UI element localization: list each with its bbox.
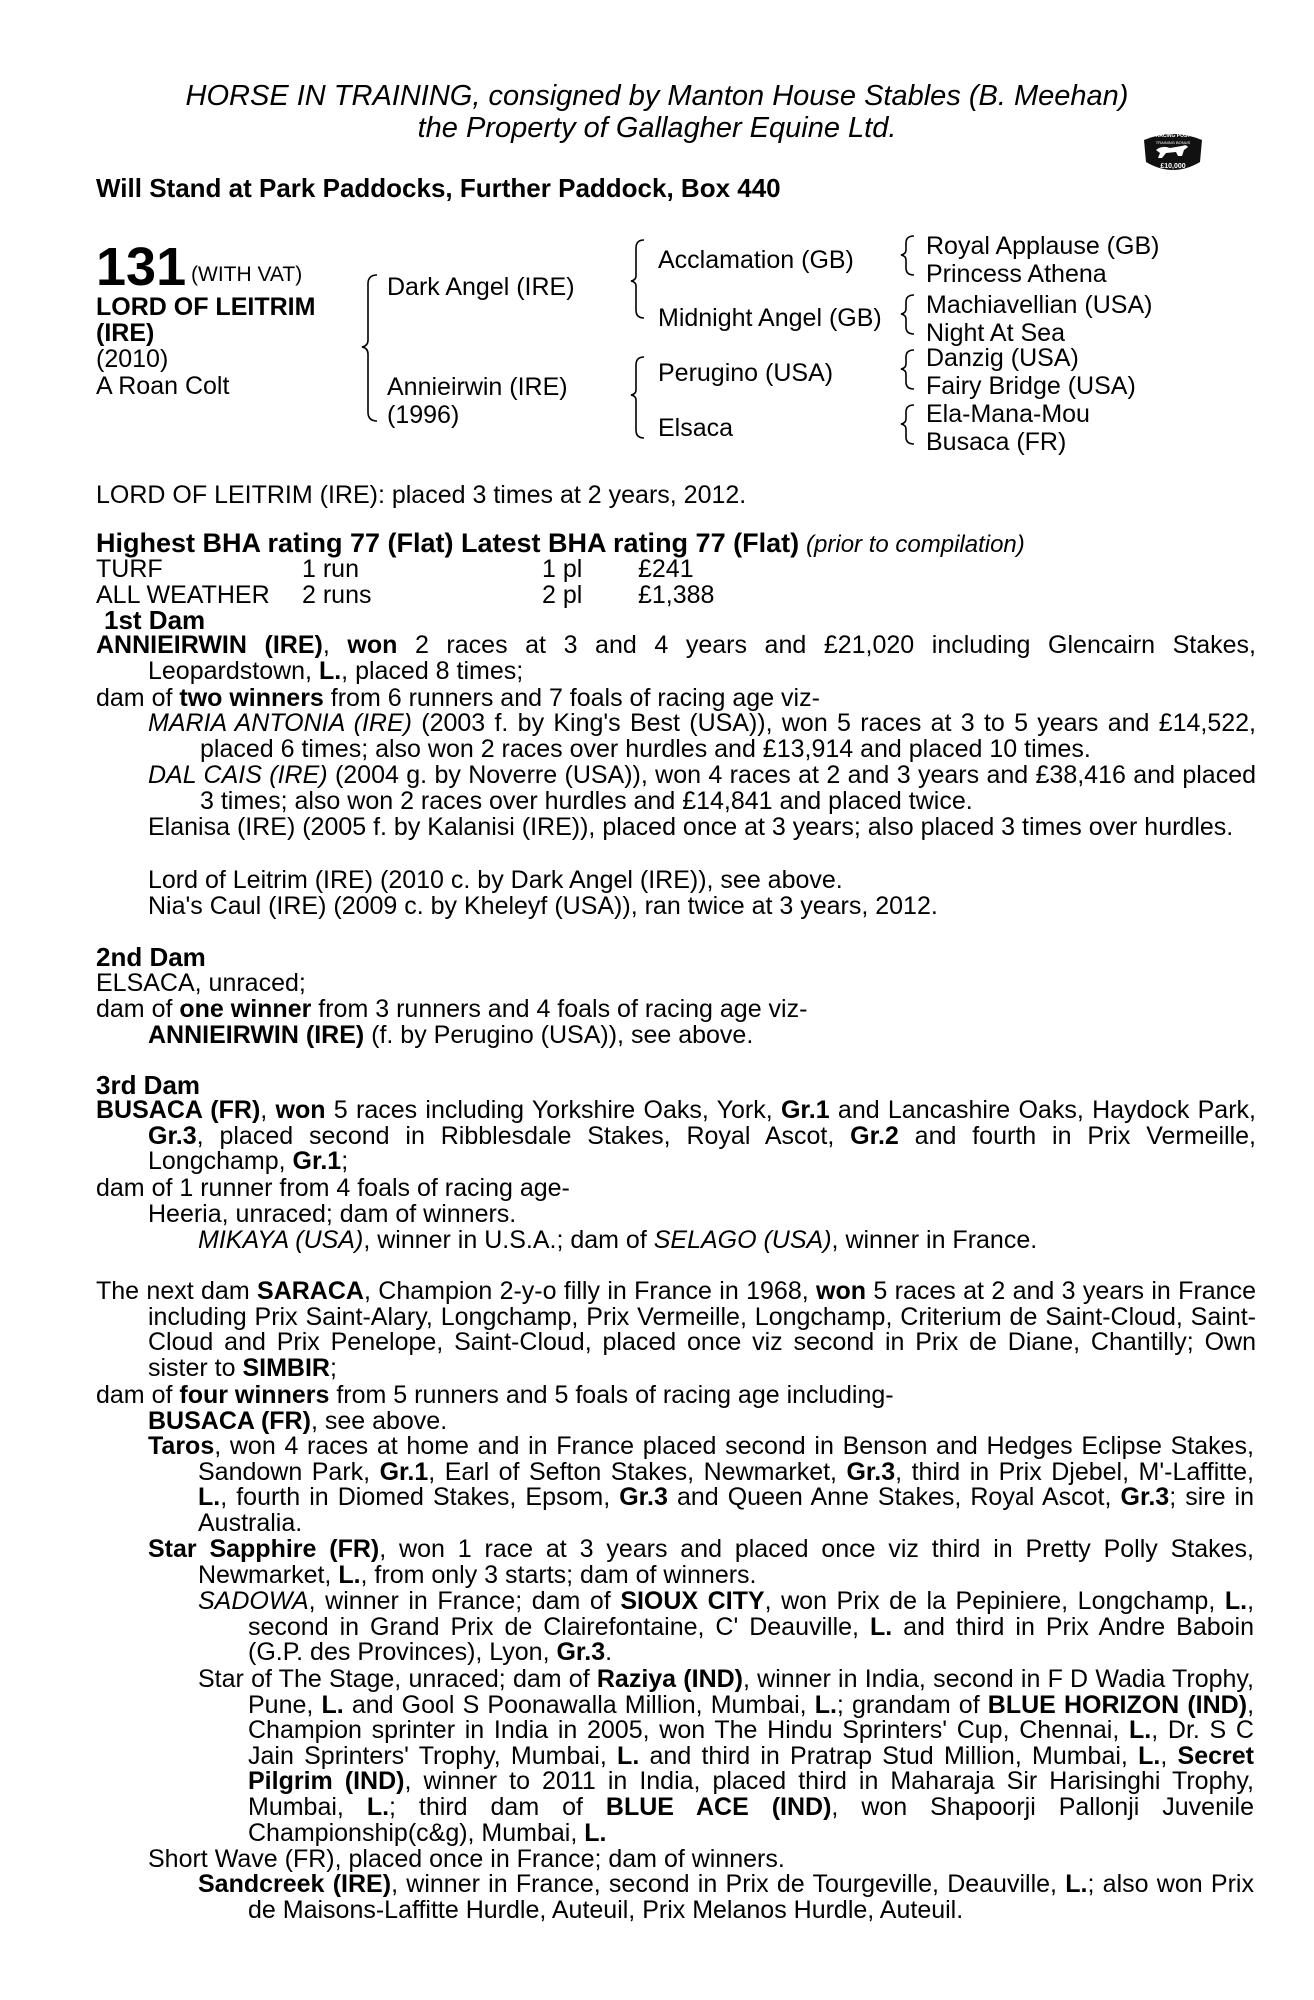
pedigree-dss: Danzig (USA) [926, 344, 1079, 372]
aw-earnings: £1,388 [638, 581, 715, 609]
turf-earnings: £241 [638, 555, 694, 583]
aw-label: ALL WEATHER [96, 581, 270, 609]
produce-busaca [148, 1408, 447, 1434]
pedigree-sds: Machiavellian (USA) [926, 291, 1153, 319]
dam-of-label: dam of [96, 684, 180, 712]
record-text: The next dam [96, 1277, 258, 1305]
produce-dal-cais [148, 763, 1256, 814]
bha-rating [96, 530, 1025, 558]
race-summary: LORD OF LEITRIM (IRE): placed 3 times at 2 years, 2012. [96, 481, 747, 509]
turf-placings: 1 pl [542, 555, 583, 583]
produce-text: (2004 g. by Noverre (USA)), won 4 races at 2 and 3 years and £38,416 and placed 3 times; also won 2 races over hurdles and £14,841 and placed twice. [200, 761, 1256, 815]
produce-text: (2003 f. by King's Best (USA)), won 5 races at 3 to 5 years and £14,522, placed 6 times; also won 2 races over hurdles and £13,914 and placed 10 times. [200, 709, 1257, 763]
produce-name: DAL CAIS (IRE) [148, 761, 328, 789]
pedigree-sss: Royal Applause (GB) [926, 232, 1160, 260]
produce-text: , winner in India, second in F D Wadia Trophy, Pune, [248, 1665, 1254, 1719]
next-dam-name: SARACA [257, 1277, 364, 1305]
grade-label: Gr.3 [846, 1457, 896, 1486]
produce-text: (f. by Perugino (USA)), see above. [364, 1021, 754, 1049]
produce-text: and third in Prix Andre Baboin (G.P. des Provinces), Lyon, [248, 1612, 1254, 1667]
pedigree-dsd: Fairy Bridge (USA) [926, 372, 1136, 400]
winners-count: four winners [179, 1381, 330, 1409]
dam-of-label: dam of [96, 1381, 180, 1409]
won-label: won [275, 1096, 326, 1124]
record-text: ; [341, 1147, 349, 1176]
pedigree-sire-dam: Midnight Angel (GB) [658, 304, 882, 332]
produce-text: ; grandam of [836, 1690, 988, 1719]
third-dam-produce-intro: dam of 1 runner from 4 foals of racing age- [96, 1174, 570, 1202]
pedigree-dam-year: (1996) [387, 401, 460, 429]
listed-label: L. [318, 656, 342, 685]
runners-foals: from 6 runners and 7 foals of racing age viz- [323, 684, 820, 712]
badge-amount: £10,000 [1160, 163, 1186, 170]
produce-name: MIKAYA (USA) [198, 1226, 364, 1254]
first-dam-name: ANNIEIRWIN (IRE) [96, 631, 323, 659]
produce-sadowa [198, 1589, 1254, 1666]
produce-name: SADOWA [198, 1587, 309, 1615]
runners-foals: from 3 runners and 4 foals of racing age viz- [311, 995, 808, 1023]
pedigree-dam-sire: Perugino (USA) [658, 359, 834, 387]
horse-name: LORD OF LEITRIM [96, 293, 316, 321]
produce-text: . [605, 1638, 613, 1667]
grade-label: Gr.1 [379, 1457, 429, 1486]
listed-label: L. [338, 1560, 361, 1589]
produce-nias-caul: Nia's Caul (IRE) (2009 c. by Kheleyf (USA)), ran twice at 3 years, 2012. [148, 892, 938, 920]
third-dam-record: BUSACA (FR), won 5 races including Yorkshire Oaks, York, Gr.1 and Lancashire Oaks, Haydock Park, Gr.3, placed second in Ribblesdale Stakes, Royal Ascot, Gr.2 and fourth in Prix Vermeille, Longchamp, Gr.1; [96, 1096, 1256, 1176]
bha-rating-text: Highest BHA rating 77 (Flat) Latest BHA rating 77 (Flat) [96, 528, 800, 558]
produce-elanisa: Elanisa (IRE) (2005 f. by Kalanisi (IRE)), placed once at 3 years; also placed 3 times over hurdles. [148, 813, 1234, 841]
turf-label: TURF [96, 555, 163, 583]
produce-text: , from only 3 starts; dam of winners. [360, 1560, 757, 1589]
produce-sandcreek [198, 1872, 1254, 1923]
bha-rating-note: (prior to compilation) [806, 531, 1025, 558]
produce-text: , won 4 races at home and in France placed second in Benson and Hedges Eclipse Stakes, Sandown Park, [198, 1432, 1254, 1486]
won-label: won [347, 631, 398, 659]
produce-text: , Champion sprinter in India in 2005, won The Hindu Sprinters' Cup, Chennai, [248, 1690, 1255, 1745]
badge-subtitle: TRAINING BONUS [1155, 140, 1191, 145]
stand-location: Will Stand at Park Paddocks, Further Paddock, Box 440 [96, 173, 781, 203]
badge-title: RACING POST [1155, 133, 1191, 139]
second-dam-produce-intro [96, 996, 807, 1022]
listed-label: L. [1138, 1741, 1161, 1770]
listed-label: L. [198, 1483, 221, 1512]
produce-name: BLUE ACE (IND) [605, 1792, 832, 1821]
next-dam-produce-intro [96, 1382, 894, 1408]
produce-text: , won Prix de la Pepiniere, Longchamp, [764, 1587, 1225, 1615]
pedigree-ssd: Princess Athena [926, 260, 1107, 288]
listed-label: L. [321, 1690, 344, 1719]
listed-label: L. [584, 1818, 607, 1847]
pedigree-dam: Annieirwin (IRE) [387, 373, 568, 401]
next-dam-record [96, 1279, 1256, 1381]
grade-label: Gr.3 [556, 1638, 606, 1667]
listed-label: L. [1224, 1587, 1248, 1615]
produce-name: MARIA ANTONIA (IRE) [148, 709, 412, 737]
produce-mikaya [198, 1227, 1037, 1253]
listed-label: L. [1129, 1716, 1152, 1745]
produce-name: Taros [148, 1432, 215, 1460]
listed-label: L. [366, 1792, 390, 1821]
produce-text: , Earl of Sefton Stakes, Newmarket, [428, 1457, 847, 1486]
pedigree-sire: Dark Angel (IRE) [387, 273, 575, 301]
turf-runs: 1 run [302, 555, 359, 583]
produce-name: Sandcreek (IRE) [198, 1870, 392, 1898]
winners-count: two winners [179, 684, 324, 712]
record-text: , Champion 2-y-o filly in France in 1968, [363, 1277, 817, 1305]
horse-description: A Roan Colt [96, 372, 230, 400]
won-label: won [816, 1277, 867, 1305]
pedigree-sire-sire: Acclamation (GB) [658, 246, 854, 274]
produce-name: SIOUX CITY [620, 1587, 765, 1615]
grade-label: Gr.1 [780, 1096, 830, 1124]
produce-text: and Gool S Poonawalla Million, Mumbai, [343, 1690, 815, 1719]
pedigree-dds: Ela-Mana-Mou [926, 400, 1090, 428]
horse-name-suffix: (IRE) [96, 319, 155, 347]
produce-lord-of-leitrim: Lord of Leitrim (IRE) (2010 c. by Dark Angel (IRE)), see above. [148, 866, 843, 894]
produce-short-wave: Short Wave (FR), placed once in France; dam of winners. [148, 1845, 785, 1873]
produce-text: , third in Prix Djebel, M'-Laffitte, [895, 1457, 1254, 1486]
record-text: , placed second in Ribblesdale Stakes, Royal Ascot, [196, 1121, 851, 1150]
produce-text: ; also won Prix de Maisons-Laffitte Hurdle, Auteuil, Prix Melanos Hurdle, Auteuil. [248, 1870, 1254, 1924]
listed-label: L. [869, 1612, 893, 1641]
third-dam-name: BUSACA (FR) [96, 1096, 261, 1124]
produce-text: ; sire in Australia. [198, 1483, 1255, 1537]
first-dam-produce-intro [96, 685, 820, 711]
header-line-2: the Property of Gallagher Equine Ltd. [417, 112, 897, 144]
produce-name: BLUE HORIZON (IND) [987, 1690, 1248, 1719]
produce-text: , Dr. S C Jain Sprinters' Trophy, Mumbai, [248, 1716, 1254, 1770]
produce-name: Raziya (IND) [596, 1665, 744, 1693]
record-text: ; [329, 1353, 337, 1382]
produce-text: ; third dam of [389, 1792, 606, 1821]
runners-foals: from 5 runners and 5 foals of racing age including- [329, 1381, 894, 1409]
produce-text: , see above. [310, 1407, 448, 1435]
produce-taros [148, 1434, 1254, 1536]
produce-text: , winner in France; dam of [308, 1587, 621, 1615]
dam-of-label: dam of [96, 995, 180, 1023]
second-dam-heading: 2nd Dam [96, 942, 206, 972]
header-line-1: HORSE IN TRAINING, consigned by Manton House Stables (B. Meehan) [185, 80, 1129, 112]
produce-text: , fourth in Diomed Stakes, Epsom, [220, 1483, 620, 1512]
record-text: and Lancashire Oaks, Haydock Park, [829, 1096, 1256, 1124]
foal-year: (2010) [96, 345, 169, 373]
aw-runs: 2 runs [302, 581, 372, 609]
lot-number: 131 [96, 237, 187, 297]
produce-text: and Queen Anne Stakes, Royal Ascot, [667, 1483, 1121, 1512]
grade-label: Gr.3 [148, 1121, 197, 1150]
produce-name: BUSACA (FR) [148, 1407, 311, 1435]
listed-label: L. [617, 1741, 640, 1770]
produce-text: Star of The Stage, unraced; dam of [198, 1665, 597, 1693]
produce-heeria: Heeria, unraced; dam of winners. [148, 1200, 517, 1228]
second-dam-produce [148, 1022, 753, 1048]
pedigree-dam-dam: Elsaca [658, 414, 734, 442]
first-dam-record: ANNIEIRWIN (IRE), won 2 races at 3 and 4 years and £21,020 including Glencairn Stakes, Leopardstown, L., placed 8 times; [96, 631, 1256, 685]
winners-count: one winner [179, 995, 312, 1023]
second-dam-name: ELSACA, unraced; [96, 969, 306, 997]
produce-text: and third in Pratrap Stud Million, Mumbai, [639, 1741, 1139, 1770]
record-text: 5 races including Yorkshire Oaks, York, [325, 1096, 781, 1124]
produce-star-sapphire [148, 1537, 1254, 1588]
pedigree-ddd: Busaca (FR) [926, 428, 1067, 456]
grade-label: Gr.3 [1120, 1483, 1170, 1512]
produce-text: , second in Grand Prix de Clairefontaine, C' Deauville, [248, 1587, 1255, 1641]
produce-text: , winner in U.S.A.; dam of [363, 1226, 654, 1254]
produce-name: Secret Pilgrim (IND) [248, 1741, 1254, 1796]
vat-note: (WITH VAT) [191, 263, 303, 286]
produce-maria-antonia [148, 711, 1256, 762]
third-dam-heading: 3rd Dam [96, 1070, 201, 1100]
sibling-name: SIMBIR [242, 1353, 330, 1382]
first-dam-heading: 1st Dam [104, 605, 206, 635]
produce-text: , winner to 2011 in India, placed third in Maharaja Sir Harisinghi Trophy, Mumbai, [248, 1767, 1254, 1821]
produce-text: , winner in France. [831, 1226, 1038, 1254]
listed-label: L. [1065, 1870, 1088, 1898]
record-text: 5 races at 2 and 3 years in France including Prix Saint-Alary, Longchamp, Prix Vermeille, Longchamp, Criterium de Saint-Cloud, Saint-Cloud and Prix Penelope, Saint-Cloud, placed once viz second in Prix de Diane, Chantilly; Own sister to [148, 1277, 1256, 1382]
produce-star-of-the-stage [198, 1667, 1254, 1846]
produce-name: Star Sapphire (FR) [148, 1535, 380, 1563]
first-dam-text: 2 races at 3 and 4 years and £21,020 including Glencairn Stakes, Leopardstown, [148, 631, 1256, 685]
aw-placings: 2 pl [542, 581, 583, 609]
grade-label: Gr.1 [292, 1147, 342, 1176]
grade-label: Gr.2 [850, 1121, 899, 1150]
listed-label: L. [814, 1690, 837, 1719]
first-dam-text-2: , placed 8 times; [341, 656, 524, 685]
produce-text: , [1160, 1741, 1178, 1770]
produce-name: ANNIEIRWIN (IRE) [148, 1021, 365, 1049]
record-text: and fourth in Prix Vermeille, Longchamp, [148, 1121, 1256, 1176]
produce-text: , won 1 race at 3 years and placed once viz third in Pretty Polly Stakes, Newmarket, [198, 1535, 1254, 1589]
pedigree-sdd: Night At Sea [926, 319, 1065, 347]
produce-text: , won Shapoorji Pallonji Juvenile Championship(c&g), Mumbai, [248, 1792, 1254, 1847]
produce-text: , winner in France, second in Prix de Tourgeville, Deauville, [391, 1870, 1066, 1898]
produce-name: SELAGO (USA) [653, 1226, 832, 1254]
grade-label: Gr.3 [619, 1483, 668, 1512]
